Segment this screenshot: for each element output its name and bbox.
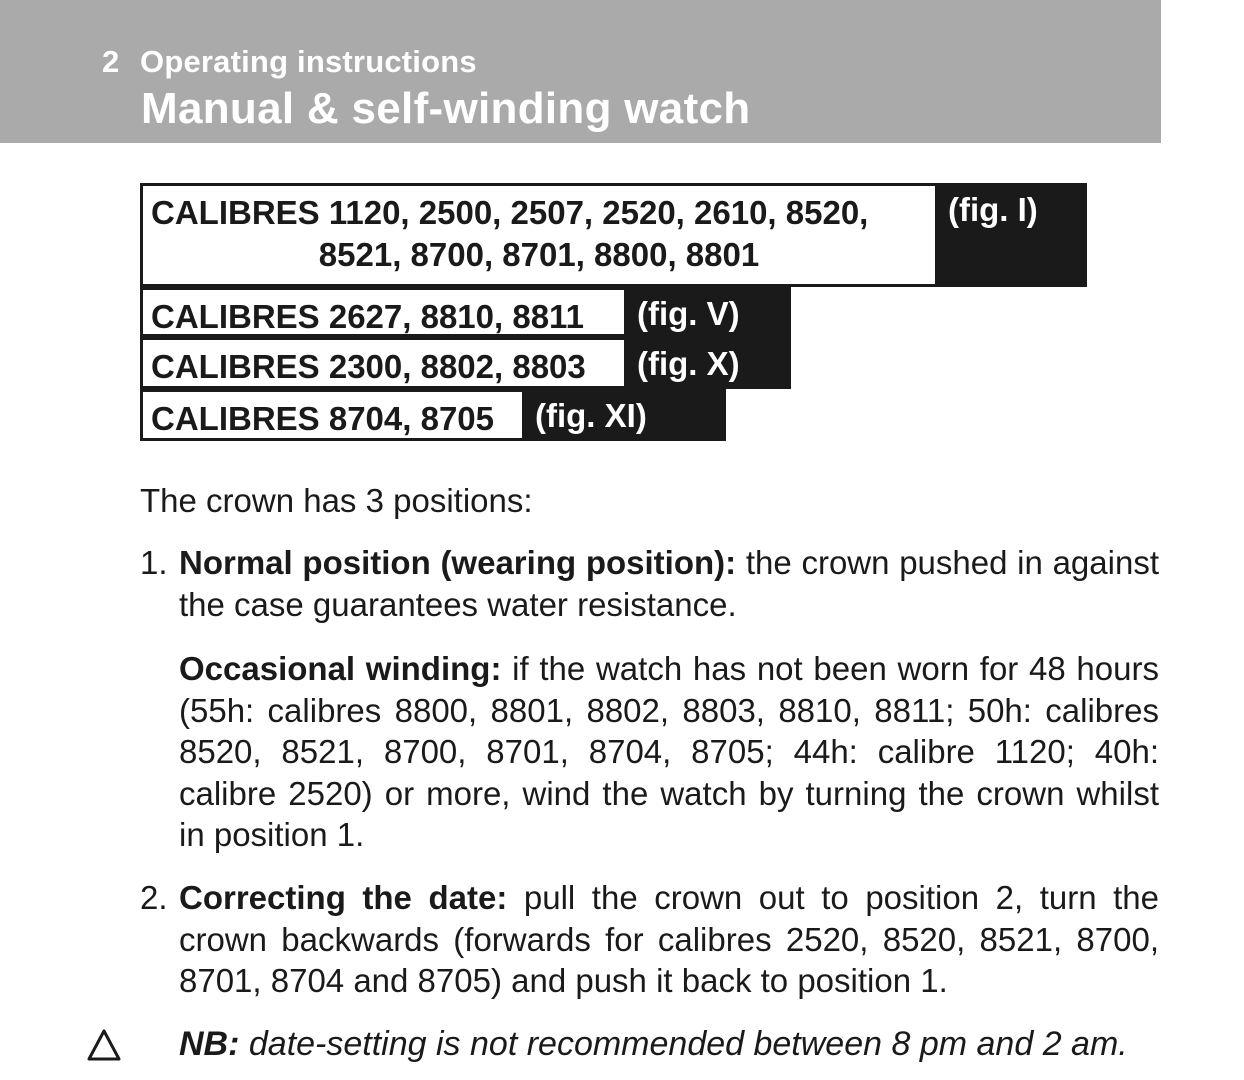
chapter-heading	[102, 44, 477, 80]
figure-reference: (fig. I)	[948, 191, 1038, 228]
list-item-body: pull the crown out to position 2, turn the crown backwards (forwards for calibres 2520, 8520, 8521, 8700, 8701, 8704 and 8705) and push it back to position 1.	[179, 879, 1159, 999]
list-item-text	[179, 648, 1159, 856]
list-item-heading: Correcting the date:	[179, 879, 508, 916]
list-item-body: if the watch has not been worn for 48 hours (55h: calibres 8800, 8801, 8802, 8803, 8810, 8811; 50h: calibres 8520, 8521, 8700, 8701, 8704, 8705; 44h: calibre 1120; 40h: calibre 2520) or more, wind the watch by turning the crown whilst in position 1.	[179, 650, 1159, 853]
list-item-number: 2.	[140, 879, 168, 916]
figure-reference: (fig. V)	[637, 295, 740, 332]
figure-reference: (fig. XI)	[535, 397, 647, 434]
chapter-number: 2	[102, 44, 120, 79]
page-title: Manual & self-winding watch	[141, 84, 751, 133]
calibre-row	[140, 337, 791, 389]
warning-triangle-icon	[86, 1028, 122, 1062]
note-label: NB:	[179, 1025, 240, 1063]
calibre-list: CALIBRES 8704, 8705	[140, 389, 525, 441]
list-item-heading: Normal position (wearing position):	[179, 544, 737, 581]
note-text: date-setting is not recommended between 8 pm and 2 am.	[239, 1025, 1128, 1063]
calibre-list-line2: 8521, 8700, 8701, 8800, 8801	[318, 236, 760, 273]
list-item-paragraph	[140, 648, 1159, 856]
calibre-list-line1: CALIBRES 1120, 2500, 2507, 2520, 2610, 8520,	[151, 194, 869, 231]
calibre-list: CALIBRES 2300, 8802, 8803	[140, 337, 627, 389]
list-item-body: the crown pushed in against the case guarantees water resistance.	[179, 544, 1159, 623]
list-item-text	[179, 542, 1159, 625]
list-item-number: 1.	[140, 544, 168, 581]
chapter-title: Operating instructions	[140, 44, 477, 79]
calibre-list	[140, 183, 938, 287]
note	[179, 1022, 1128, 1066]
calibre-row	[140, 183, 1087, 287]
list-item-text	[179, 877, 1159, 1002]
calibre-list: CALIBRES 2627, 8810, 8811	[140, 287, 627, 337]
page-header	[0, 0, 1161, 143]
calibre-row	[140, 389, 726, 441]
figure-reference: (fig. X)	[637, 345, 740, 382]
intro-text: The crown has 3 positions:	[140, 482, 533, 519]
list-item	[140, 877, 1159, 1002]
list-item	[140, 542, 1159, 625]
calibre-row	[140, 287, 791, 337]
list-item-heading: Occasional winding:	[179, 650, 502, 687]
